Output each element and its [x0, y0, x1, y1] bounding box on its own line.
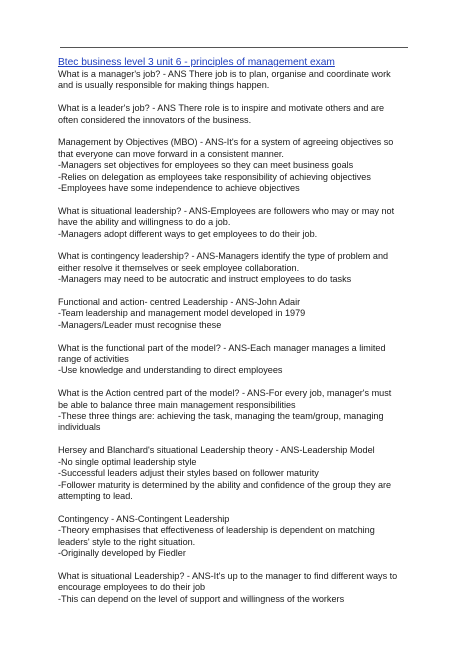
- text-line: What is a leader's job? - ANS There role is to inspire and motivate others and are: [58, 103, 385, 114]
- text-line: -Managers may need to be autocratic and instruct employees to do tasks: [58, 274, 352, 285]
- qa-block: [58, 103, 418, 126]
- text-line: -No single optimal leadership style: [58, 456, 197, 467]
- text-line: either resolve it themselves or seek employee collaboration.: [58, 262, 300, 273]
- text-line: -Relies on delegation as employees take responsibility of achieving objectives: [58, 171, 371, 182]
- text-line: -Team leadership and management model developed in 1979: [58, 308, 306, 319]
- document-body: [58, 57, 418, 616]
- text-line: Hersey and Blanchard's situational Leadership theory - ANS-Leadership Model: [58, 445, 375, 456]
- text-line: -Managers set objectives for employees so they can meet business goals: [58, 160, 354, 171]
- header-divider: [60, 47, 408, 48]
- text-line: leaders' style to the right situation.: [58, 536, 196, 547]
- text-line: What is contingency leadership? - ANS-Managers identify the type of problem and: [58, 251, 389, 262]
- text-line: -These three things are: achieving the task, managing the team/group, managing: [58, 411, 384, 422]
- qa-block: [58, 571, 418, 605]
- text-line: have the ability and willingness to do a job.: [58, 217, 231, 228]
- text-line: that everyone can move forward in a consistent manner.: [58, 148, 284, 159]
- qa-block: [58, 69, 418, 92]
- qa-list: [58, 69, 418, 605]
- text-line: -Use knowledge and understanding to direct employees: [58, 365, 283, 376]
- text-line: individuals: [58, 422, 101, 433]
- text-line: -Follower maturity is determined by the ability and confidence of the group they are: [58, 479, 392, 490]
- qa-block: [58, 297, 418, 331]
- text-line: -Employees have some independence to achieve objectives: [58, 183, 300, 194]
- document-title-link[interactable]: Btec business level 3 unit 6 - principles of management exam: [58, 57, 335, 68]
- text-line: What is the functional part of the model? - ANS-Each manager manages a limited: [58, 342, 386, 353]
- text-line: What is the Action centred part of the model? - ANS-For every job, manager's must: [58, 388, 392, 399]
- text-line: be able to balance three main management responsibilities: [58, 399, 296, 410]
- qa-block: [58, 251, 418, 285]
- text-line: -Successful leaders adjust their styles based on follower maturity: [58, 468, 319, 479]
- text-line: Contingency - ANS-Contingent Leadership: [58, 513, 230, 524]
- text-line: -Theory emphasises that effectiveness of leadership is dependent on matching: [58, 525, 375, 536]
- qa-block: [58, 137, 418, 194]
- text-line: Functional and action- centred Leadership - ANS-John Adair: [58, 297, 301, 308]
- text-line: Management by Objectives (MBO) - ANS-It's for a system of agreeing objectives so: [58, 137, 394, 148]
- text-line: and is usually responsible for making things happen.: [58, 80, 270, 91]
- qa-block: [58, 343, 418, 377]
- text-line: What is situational Leadership? - ANS-It's up to the manager to find different ways to: [58, 570, 398, 581]
- text-line: often considered the innovators of the business.: [58, 114, 252, 125]
- text-line: -Managers/Leader must recognise these: [58, 319, 222, 330]
- text-line: -This can depend on the level of support and willingness of the workers: [58, 593, 345, 604]
- text-line: encourage employees to do their job: [58, 582, 206, 593]
- text-line: attempting to lead.: [58, 490, 133, 501]
- qa-block: [58, 388, 418, 434]
- qa-block: [58, 445, 418, 502]
- qa-block: [58, 206, 418, 240]
- text-line: range of activities: [58, 354, 129, 365]
- qa-block: [58, 514, 418, 560]
- text-line: What is situational leadership? - ANS-Employees are followers who may or may not: [58, 205, 395, 216]
- text-line: What is a manager's job? - ANS There job is to plan, organise and coordinate work: [58, 69, 391, 79]
- text-line: -Managers adopt different ways to get employees to do their job.: [58, 228, 318, 239]
- text-line: -Originally developed by Fiedler: [58, 547, 186, 558]
